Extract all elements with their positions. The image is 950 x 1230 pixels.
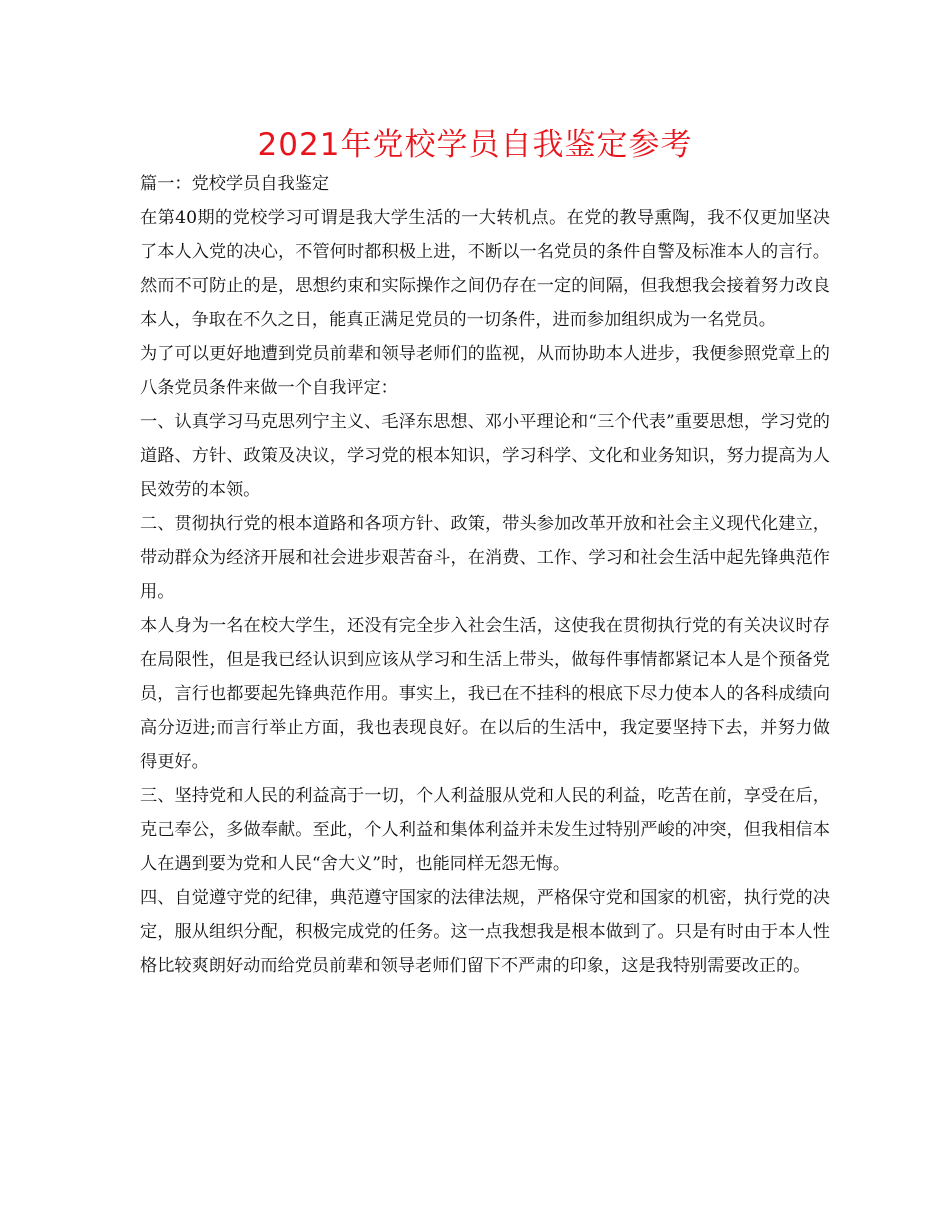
paragraph-purpose: 为了可以更好地遭到党员前辈和领导老师们的监视，从而协助本人进步，我便参照党章上的八条党员条件来做一个自我评定： (140, 344, 830, 398)
document-title: 2021年党校学员自我鉴定参考 (257, 127, 693, 163)
paragraph-intro: 在第40期的党校学习可谓是我大学生活的一大转机点。在党的教导熏陶，我不仅更加坚决了本人入党的决心，不管何时都积极上进，不断以一名党员的条件自警及标准本人的言行。然而不可防止的是，思想约束和实际操作之间仍存在一定的间隔，但我想我会接着努力改良本人，争取在不久之日，能真正满足党员的一切条件，进而参加组织成为一名党员。 (140, 208, 830, 330)
paragraph-item-2: 二、贯彻执行党的根本道路和各项方针、政策，带头参加改革开放和社会主义现代化建立，带动群众为经济开展和社会进步艰苦奋斗，在消费、工作、学习和社会生活中起先锋典范作用。 (140, 514, 830, 602)
paragraph-item-4: 四、自觉遵守党的纪律，典范遵守国家的法律法规，严格保守党和国家的机密，执行党的决定，服从组织分配，积极完成党的任务。这一点我想我是根本做到了。只是有时由于本人性格比较爽朗好动而给党员前辈和领导老师们留下不严肃的印象，这是我特别需要改正的。 (140, 888, 830, 976)
paragraph-reflection: 本人身为一名在校大学生，还没有完全步入社会生活，这使我在贯彻执行党的有关决议时存在局限性，但是我已经认识到应该从学习和生活上带头，做每件事情都紧记本人是个预备党员，言行也都要起先锋典范作用。事实上，我已在不挂科的根底下尽力使本人的各科成绩向高分迈进;而言行举止方面，我也表现良好。在以后的生活中，我定要坚持下去，并努力做得更好。 (140, 616, 830, 772)
section-heading: 篇一：党校学员自我鉴定 (140, 174, 330, 194)
paragraph-item-3: 三、坚持党和人民的利益高于一切，个人利益服从党和人民的利益，吃苦在前，享受在后，克己奉公，多做奉献。至此，个人利益和集体利益并未发生过特别严峻的冲突，但我相信本人在遇到要为党和人民“舍大义”时，也能同样无怨无悔。 (140, 786, 830, 874)
document-body (140, 167, 830, 983)
paragraph-item-1: 一、认真学习马克思列宁主义、毛泽东思想、邓小平理论和“三个代表”重要思想，学习党的道路、方针、政策及决议，学习党的根本知识，学习科学、文化和业务知识，努力提高为人民效劳的本领。 (140, 412, 830, 500)
